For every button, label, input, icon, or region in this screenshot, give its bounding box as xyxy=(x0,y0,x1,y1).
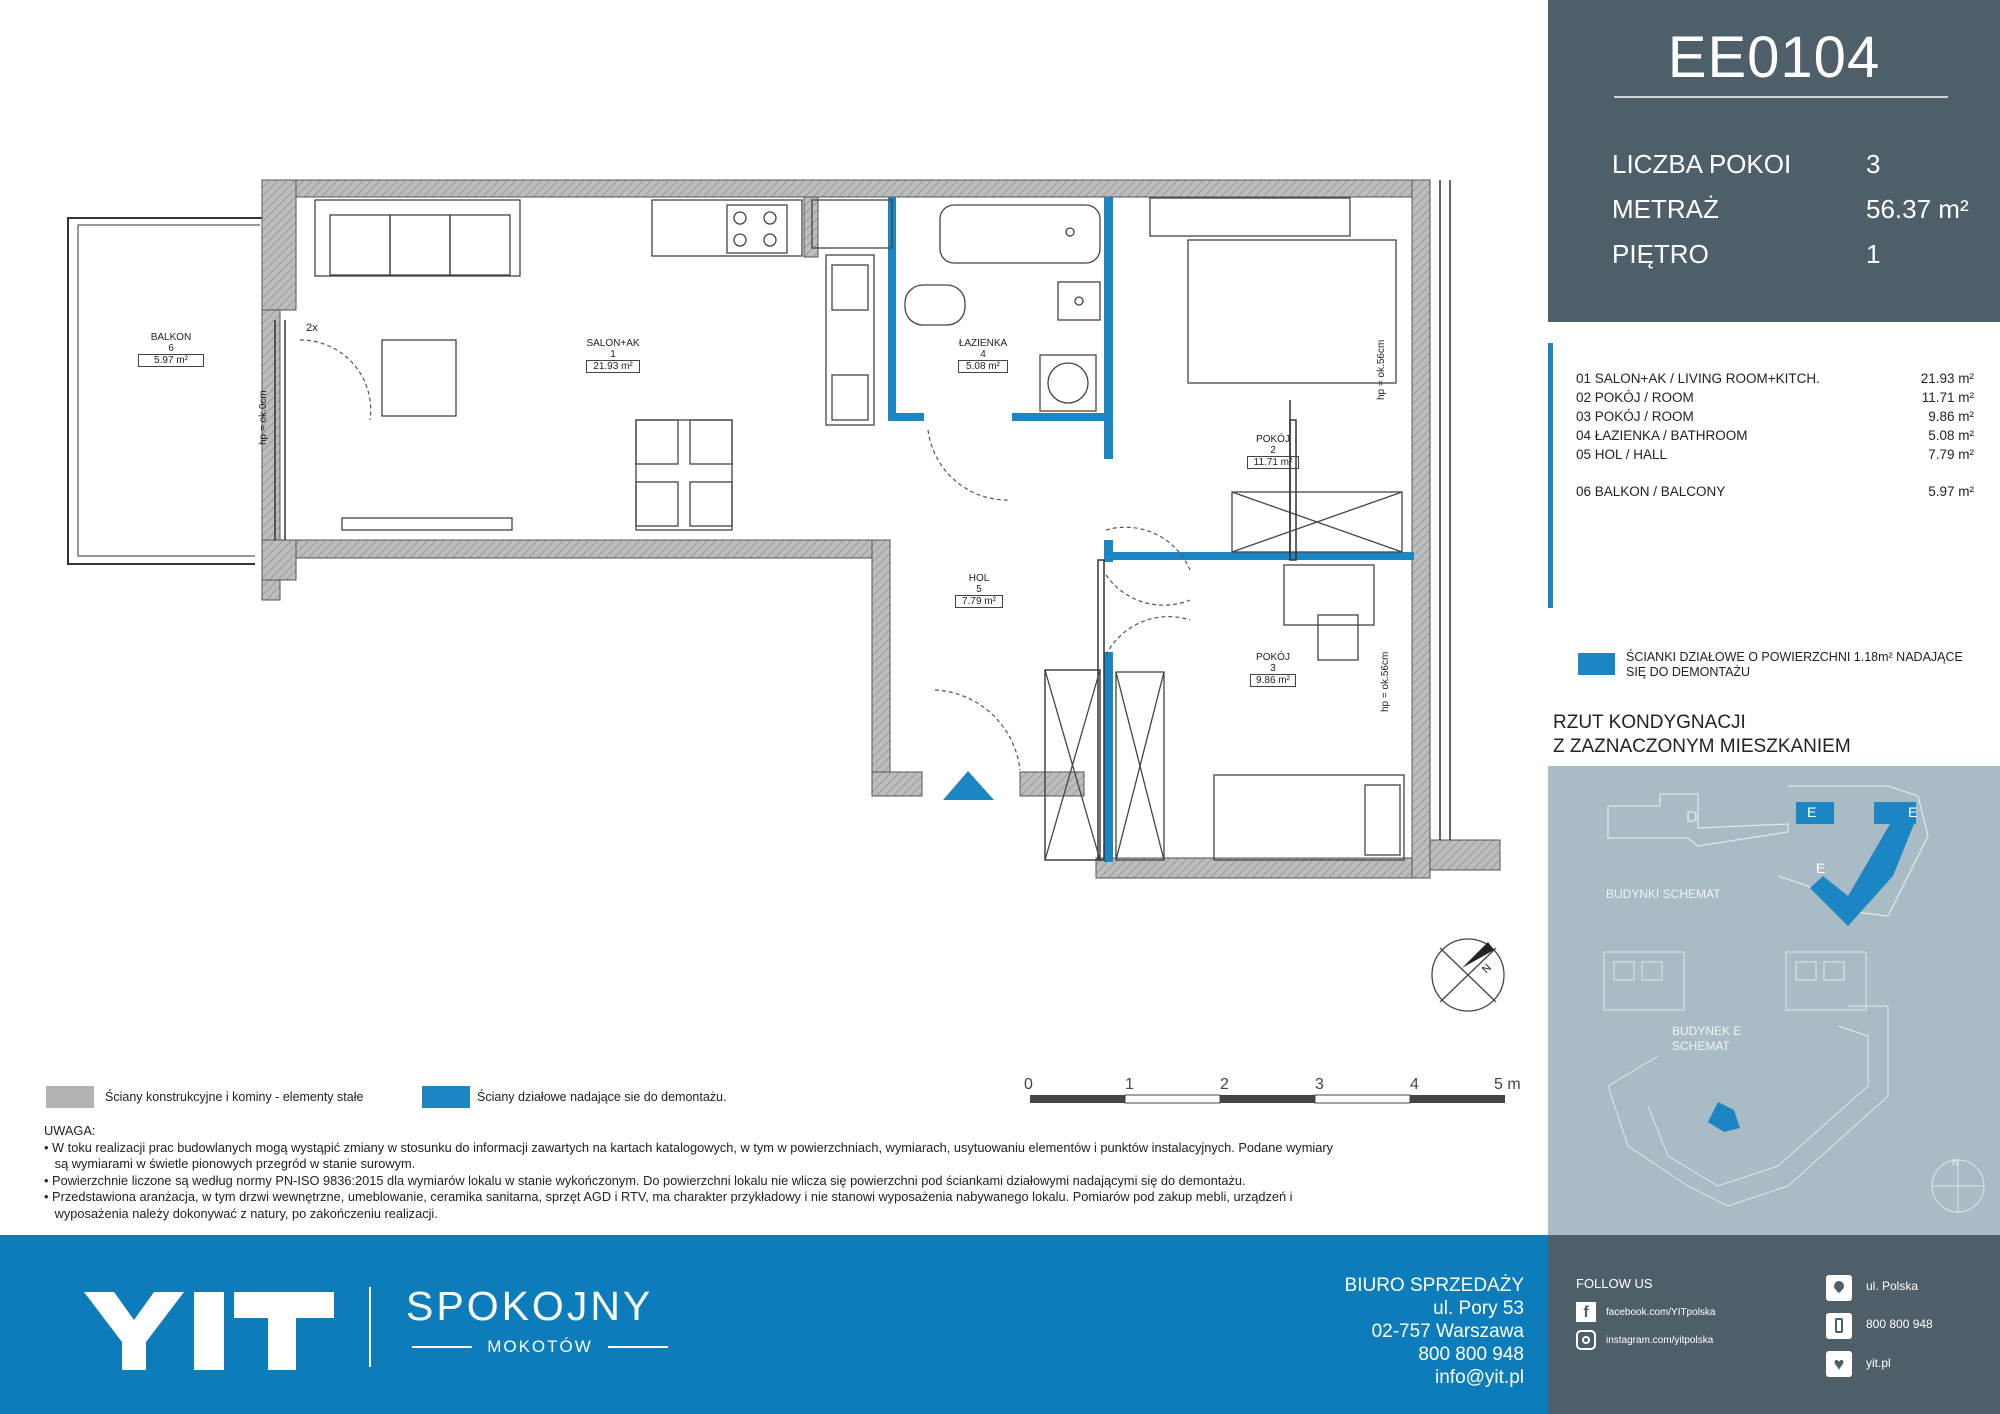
sales-office-city: 02-757 Warszawa xyxy=(1371,1321,1524,1342)
demolition-swatch xyxy=(1578,653,1615,675)
pokoj2-name: POKÓJ xyxy=(1256,434,1290,445)
schema-label-e3: E xyxy=(1816,860,1826,876)
room-name: 06 BALKON / BALCONY xyxy=(1576,484,1726,499)
sales-office-email[interactable]: info@yit.pl xyxy=(1435,1367,1524,1388)
facebook-icon[interactable]: f xyxy=(1576,1302,1596,1322)
pokoj3-num: 3 xyxy=(1270,663,1276,674)
heart-icon: ♥ xyxy=(1826,1351,1852,1377)
buildings-schema-label: BUDYNKI SCHEMAT xyxy=(1606,887,1721,901)
balkon-label xyxy=(138,332,204,367)
salon-num: 1 xyxy=(610,349,616,360)
balkon-area: 5.97 m² xyxy=(138,354,204,367)
room-name: 04 ŁAZIENKA / BATHROOM xyxy=(1576,428,1748,443)
rooms-accent-bar xyxy=(1548,343,1553,608)
stat-value-floor: 1 xyxy=(1866,239,1881,269)
building-schema xyxy=(1548,766,2000,1235)
room-name: 02 POKÓJ / ROOM xyxy=(1576,390,1694,405)
room-area: 5.08 m² xyxy=(1928,428,1974,443)
legend-gray-swatch xyxy=(46,1086,94,1108)
scale-tick: 2 xyxy=(1220,1076,1229,1093)
project-rule-right xyxy=(608,1346,668,1348)
pokoj2-label xyxy=(1247,434,1299,469)
room-name: 05 HOL / HALL xyxy=(1576,447,1668,462)
follow-phone[interactable]: 800 800 948 xyxy=(1866,1317,1933,1331)
room-row xyxy=(1576,447,1974,462)
north-letter: N xyxy=(1479,961,1495,977)
instagram-icon[interactable] xyxy=(1576,1330,1596,1350)
rzut-line-1: RZUT KONDYGNACJI xyxy=(1553,712,1746,733)
legend-blue-text: Ściany działowe nadające sie do demontażu. xyxy=(477,1090,727,1104)
building-e-line1: BUDYNEK E xyxy=(1672,1024,1742,1038)
room-area: 21.93 m² xyxy=(1920,371,1974,386)
stat-label-area: METRAŻ xyxy=(1612,194,1719,224)
salon-name: SALON+AK xyxy=(586,338,640,349)
lazienka-label xyxy=(958,338,1008,373)
stat-label-rooms: LICZBA POKOI xyxy=(1612,149,1792,179)
furniture xyxy=(315,198,1404,860)
notes-title: UWAGA: xyxy=(44,1123,96,1138)
schema-north: N xyxy=(1952,1158,1960,1169)
scale-tick: 4 xyxy=(1410,1076,1419,1093)
note-line: • W toku realizacji prac budowlanych mogą wystąpić zmiany w stosunku do informacji zawartych na kartach katalogowych, w tym w powierzchniach, wymiarach, usytuowaniu elementów i punktów instalacyjnych. Podane wymiary xyxy=(44,1139,1333,1155)
note-line: • Powierzchnie liczone są według normy PN-ISO 9836:2015 dla wymiarów lokalu w stanie wykończonym. Do powierzchni lokalu nie wlicza się powierzchni pod ściankami działowymi nadającymi się do demontażu. xyxy=(44,1172,1246,1188)
stat-value-rooms: 3 xyxy=(1866,149,1881,179)
height-note-1: hp = ok.0cm xyxy=(258,390,269,445)
scale-tick: 1 xyxy=(1125,1076,1134,1093)
phone-icon xyxy=(1826,1313,1852,1339)
project-name-line1: SPOKOJNY xyxy=(406,1283,654,1329)
project-name-line2: MOKOTÓW xyxy=(487,1337,593,1356)
instagram-link[interactable]: instagram.com/yitpolska xyxy=(1606,1335,1714,1346)
follow-panel xyxy=(1548,1235,2000,1414)
schema-label-d: D xyxy=(1686,809,1698,826)
salon-label xyxy=(586,338,640,373)
note-line: wyposażenia należy dokonywać z natury, po zakończeniu realizacji. xyxy=(44,1205,438,1221)
yit-logo xyxy=(84,1292,334,1370)
pokoj3-area: 9.86 m² xyxy=(1250,674,1296,687)
footer-brand-bar xyxy=(0,1235,1548,1414)
scale-labels xyxy=(1024,1076,1524,1096)
room-row xyxy=(1576,371,1974,386)
apartment-code: EE0104 xyxy=(1667,25,1881,90)
follow-title: FOLLOW US xyxy=(1576,1276,1653,1291)
pokoj2-area: 11.71 m² xyxy=(1247,456,1299,469)
balkon-name: BALKON xyxy=(150,332,192,343)
sales-office-phone[interactable]: 800 800 948 xyxy=(1418,1344,1524,1365)
apartment-header xyxy=(1548,0,2000,322)
room-area: 7.79 m² xyxy=(1928,447,1974,462)
legend-gray-text: Ściany konstrukcyjne i kominy - elementy stałe xyxy=(105,1090,364,1104)
project-rule-left xyxy=(412,1346,472,1348)
legend-blue-swatch xyxy=(422,1086,470,1108)
room-row xyxy=(1576,428,1974,443)
room-name: 03 POKÓJ / ROOM xyxy=(1576,409,1694,424)
hol-label xyxy=(955,573,1003,608)
plan-compass xyxy=(1432,939,1504,1011)
room-area: 9.86 m² xyxy=(1928,409,1974,424)
rzut-line-2: Z ZAZNACZONYM MIESZKANIEM xyxy=(1553,736,1851,757)
height-note-2: hp = ok.56cm xyxy=(1376,339,1387,400)
building-e-line2: SCHEMAT xyxy=(1672,1039,1730,1053)
room-name: 01 SALON+AK / LIVING ROOM+KITCH. xyxy=(1576,371,1820,386)
balcony xyxy=(68,218,265,564)
schema-label-e2: E xyxy=(1908,804,1918,820)
scale-tick: 0 xyxy=(1024,1076,1033,1093)
schema-label-e1: E xyxy=(1807,804,1817,820)
notes xyxy=(44,1123,1504,1222)
follow-address: ul. Polska xyxy=(1866,1279,1919,1293)
lazienka-area: 5.08 m² xyxy=(958,360,1008,373)
lazienka-name: ŁAZIENKA xyxy=(958,338,1008,349)
sales-office-title: BIURO SPRZEDAŻY xyxy=(1344,1275,1524,1296)
note-line: • Przedstawiona aranżacja, w tym drzwi wewnętrzne, umeblowanie, ceramika sanitarna, sprzęt AGD i RTV, ma charakter przykładowy i nie stanowi wyposażenia nabywanego lokalu. Pomiarów pod zakup mebli, urządzeń i xyxy=(44,1189,1293,1204)
windows xyxy=(275,180,1450,840)
entrance-marker xyxy=(943,771,994,800)
room-row xyxy=(1576,484,1974,499)
room-area: 5.97 m² xyxy=(1928,484,1974,499)
pokoj3-label xyxy=(1250,652,1296,687)
window-multiplier: 2x xyxy=(306,322,318,334)
facebook-link[interactable]: facebook.com/YITpolska xyxy=(1606,1307,1716,1318)
height-note-3: hp = ok.56cm xyxy=(1380,651,1391,712)
brand-divider xyxy=(369,1287,371,1367)
title-divider xyxy=(1614,96,1948,98)
demolition-note: ŚCIANKI DZIAŁOWE O POWIERZCHNI 1.18m² NADAJĄCE SIĘ DO DEMONTAŻU xyxy=(1626,650,1963,679)
salon-area: 21.93 m² xyxy=(586,360,640,373)
pokoj2-num: 2 xyxy=(1270,445,1276,456)
pokoj3-name: POKÓJ xyxy=(1256,652,1290,663)
room-row xyxy=(1576,390,1974,405)
building-e-label xyxy=(1672,1024,1741,1054)
room-area: 11.71 m² xyxy=(1921,390,1974,405)
balkon-num: 6 xyxy=(168,343,174,354)
demolition-walls xyxy=(888,197,1414,862)
location-icon xyxy=(1826,1275,1852,1301)
scale-bar xyxy=(1030,1095,1505,1103)
room-row xyxy=(1576,409,1974,424)
scale-tick: 3 xyxy=(1315,1076,1324,1093)
hol-name: HOL xyxy=(968,573,990,584)
hol-num: 5 xyxy=(976,584,982,595)
rzut-title xyxy=(1553,711,1851,759)
structural-walls xyxy=(262,180,1500,878)
hol-area: 7.79 m² xyxy=(955,595,1003,608)
stat-label-floor: PIĘTRO xyxy=(1612,239,1709,269)
stat-value-area: 56.37 m² xyxy=(1866,194,1969,224)
follow-web[interactable]: yit.pl xyxy=(1866,1356,1891,1370)
sales-office-street: ul. Pory 53 xyxy=(1433,1298,1524,1319)
lazienka-num: 4 xyxy=(980,349,986,360)
note-line: są wymiarami w świetle pionowych przegród w stanie surowym. xyxy=(44,1156,416,1171)
schema-drawing xyxy=(1548,766,2000,1235)
scale-tick: 5 m xyxy=(1494,1076,1521,1093)
